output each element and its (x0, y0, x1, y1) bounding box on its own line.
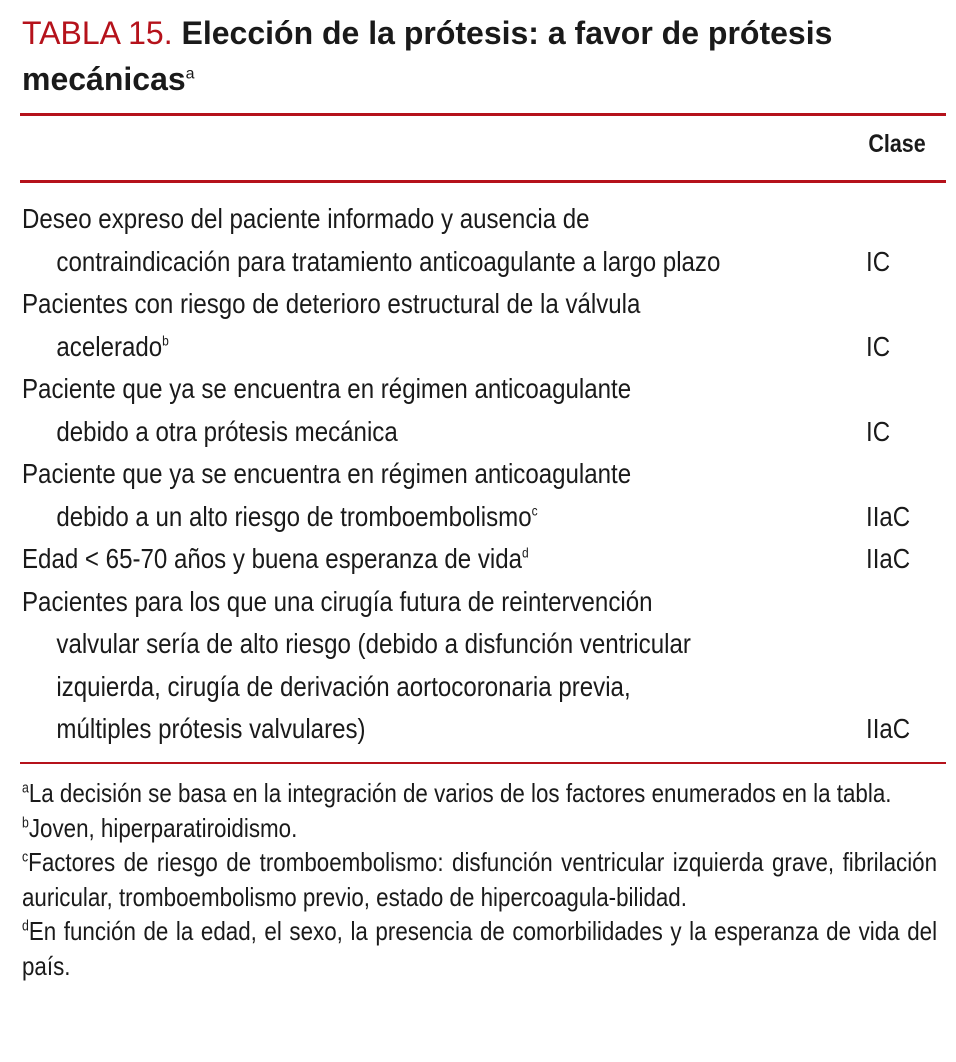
table-row (22, 581, 922, 751)
table-title-text: Elección de la prótesis: a favor de prótesis mecánicas (22, 15, 833, 97)
recommendation-text (22, 283, 865, 368)
recommendation-class-value: IC (866, 330, 891, 362)
recommendation-class (866, 326, 922, 369)
recommendation-text (22, 368, 865, 453)
column-header-clase: Clase (868, 130, 926, 158)
title-footnote-mark: a (185, 65, 195, 83)
recommendation-class-value: IIaC (866, 500, 911, 532)
footnote-mark: c (22, 849, 29, 866)
footnote-text: Joven, hiperparatiroidismo. (28, 812, 298, 843)
footnote-mark: c (531, 502, 538, 519)
top-rule (20, 113, 946, 116)
footnote-mark: d (22, 918, 29, 935)
recommendation-line: contraindicación para tratamiento anticoagulante a largo plazo (56, 245, 721, 277)
recommendation-class (866, 708, 922, 751)
recommendation-text (22, 538, 865, 581)
recommendation-class (866, 411, 922, 454)
recommendation-class (866, 241, 922, 284)
recommendation-text (22, 198, 865, 283)
recommendation-class (866, 496, 922, 539)
recommendation-line: acelerado (56, 330, 163, 362)
recommendation-class-value: IC (866, 415, 891, 447)
footnote (22, 845, 937, 914)
recommendation-line: Deseo expreso del paciente informado y ausencia de (22, 203, 590, 234)
footnote (22, 914, 937, 983)
table-body (22, 198, 922, 751)
recommendation-line: Pacientes para los que una cirugía futura de reintervención (22, 585, 653, 617)
recommendation-text (22, 581, 865, 751)
recommendation-line: izquierda, cirugía de derivación aortocoronaria previa, (56, 670, 631, 702)
footnote-text: La decisión se basa en la integración de varios de los factores enumerados en la tabla. (28, 778, 892, 808)
recommendation-line: Edad < 65-70 años y buena esperanza de vida (22, 543, 523, 574)
recommendation-line: Paciente que ya se encuentra en régimen anticoagulante (22, 458, 632, 489)
footnote-mark: b (162, 332, 169, 349)
recommendation-class (866, 538, 922, 581)
recommendation-line: debido a un alto riesgo de tromboembolismo (56, 500, 532, 532)
recommendation-class-value: IIaC (866, 713, 911, 744)
footnote-mark: d (522, 544, 529, 561)
recommendation-line: debido a otra prótesis mecánica (56, 415, 398, 447)
footnote (22, 811, 937, 846)
footnote-mark: b (22, 814, 29, 831)
table-title (22, 10, 942, 102)
footnote-mark: a (22, 780, 29, 797)
recommendation-line: valvular sería de alto riesgo (debido a disfunción ventricular (56, 628, 691, 659)
recommendation-line: Paciente que ya se encuentra en régimen anticoagulante (22, 373, 632, 404)
recommendation-text (22, 453, 865, 538)
table-row (22, 368, 922, 453)
footnote (22, 776, 937, 811)
recommendation-line: Pacientes con riesgo de deterioro estructural de la válvula (22, 288, 641, 319)
table-row (22, 538, 922, 581)
footnotes (22, 776, 937, 983)
footnote-text: Factores de riesgo de tromboembolismo: disfunción ventricular izquierda grave, fibrilación auricular, tromboembolismo previo, estado de hipercoagula-bilidad. (22, 847, 938, 912)
header-rule (20, 180, 946, 183)
recommendation-line: múltiples prótesis valvulares) (56, 713, 366, 744)
table-label: TABLA 15. (22, 15, 173, 51)
bottom-rule (20, 762, 946, 764)
table-row (22, 283, 922, 368)
table-row (22, 453, 922, 538)
table-row (22, 198, 922, 283)
recommendation-class-value: IIaC (866, 543, 911, 574)
footnote-text: En función de la edad, el sexo, la presencia de comorbilidades y la esperanza de vida del país. (22, 916, 938, 981)
recommendation-class-value: IC (866, 245, 891, 277)
